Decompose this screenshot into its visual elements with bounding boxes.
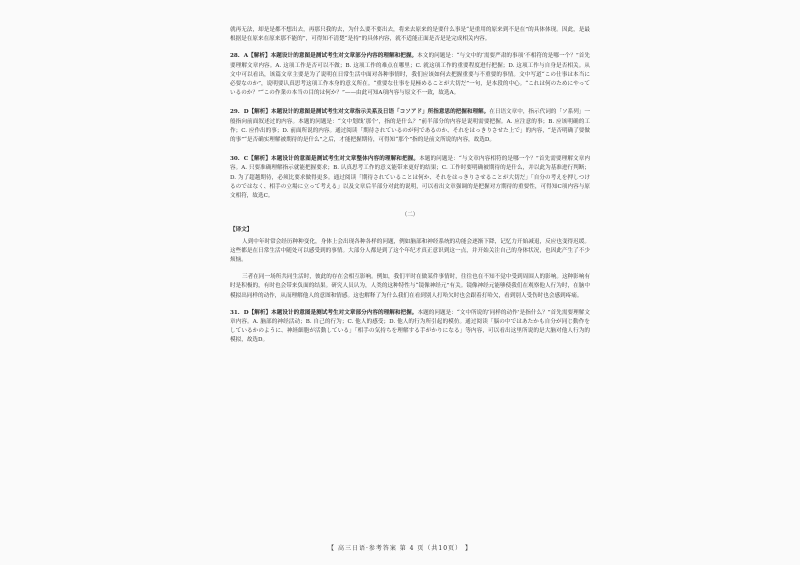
translation-label: 【译文】 <box>230 227 253 234</box>
question-number: 28. <box>230 53 240 60</box>
analysis-heading: D【解析】本题设计的意图是测试考生对文章部分内容的理解和把握。 <box>243 309 418 316</box>
question-number: 29. <box>230 109 240 116</box>
analysis-body: 本文的问题是：“与文中的‘需要严肃的事项’不相符的是哪一个？”首先要理解文章内容。A. 这项工作是否可以不做；B. 这项工作的难点在哪里；C. 就这项工作的重要程度进行把握；D. 这项工作与自身是否相关。从文中可以看出，该篇文章主要是为了说明在日常生活中面对各种事情时，我们应该如何去把握重要与不重要的事情。文中写道“この仕事は本当に必要なのか”，说明要认真思考这项工作本身的意义所在。“重要な仕事を見極めることが大切だ”一句，是本段的中心。“これは何のためにやっているのか？”“この作業の本当の目的は何か？”——由此可知A项内容与原文不一致，故选A。 <box>230 53 590 97</box>
analysis-heading: C【解析】本题设计的意图是测试考生对文章整体内容的理解和把握。 <box>243 156 420 163</box>
section-heading: （二） <box>401 212 419 219</box>
analysis-body: 在日语文章中，指示代词的「ソ系列」一般指向前面叙述过的内容。本题的问题是：“文中划线‘那个’，指的是什么？”前半部分的内容是说明需要把握。A. 应注意的事；B. 应该明确的工作；C. 应作出的事；D. 前面所说的内容。通过阅读「期待されているのが何であるのか、それをはっきりさせた上で」的内容，“是否明确了要做的事”“是否确实理解被期待的是什么”之后，才能把握期待，可得知“那个”指的是前文所说的内容，故选D。 <box>230 109 590 144</box>
analysis-body: 本题的问题是：“文中所说的‘同样的动作’是指什么？”首先需要理解文章内容。A. 脑部的神经活动；B. 自己的行为；C. 他人的感受；D. 他人的行为所引起的模仿。通过阅读「脳の中ではあたかも自分が同じ動作をしているかのように、神経細胞が活動している」「相手の気持ちを理解する手がかりになる」等内容，可以看出这里所说的是大脑对他人行为的模拟，故选D。 <box>230 309 590 344</box>
translation-paragraph-2: 三者在同一场所共同生活时，彼此的存在会相互影响。例如，我们平时在做某件事情时，往往也在不知不觉中受到周围人的影响。这种影响有时是积极的，有时也会带来负面的结果。研究人员认为，人类的这种特性与“镜像神经元”有关。镜像神经元能够使我们在观察他人行为时，在脑中模拟出同样的动作，从而理解他人的意图和情感。这也解释了为什么我们在看到别人打哈欠时也会跟着打哈欠，看到别人受伤时也会感到疼痛。 <box>230 274 590 299</box>
question-number: 31. <box>230 309 240 316</box>
analysis-heading: D【解析】本题设计的意图是测试考生对文章指示关系及日语「コソアド」所指意思的把握和理解。 <box>243 109 490 116</box>
question-29 <box>230 108 590 145</box>
analysis-body: 本题的问题是：“与文章内容相符的是哪一个？”首先需要理解文章内容。A. 只要准确理解指示就能把握要求；B. 认真思考工作的意义能带来更好的结果；C. 工作时要明确被期待的是什么，并以此为基准进行判断；D. 为了超越期待，必须比要求做得更多。通过阅读「期待されていることは何か、それをはっきりさせることが大切だ」「自分の考えを押しつけるのではなく、相手の立場に立って考える」以及文章后半部分对此的说明，可以看出文章强调的是把握对方期待的重要性，可得知C项内容与原文相符，故选C。 <box>230 156 590 200</box>
question-28 <box>230 52 590 98</box>
analysis-heading: A【解析】本题设计的意图是测试考生对文章部分内容的理解和把握。 <box>243 53 418 60</box>
translation-paragraph-1: 人到中年时常会经历种种变化，身体上会出现各种各样的问题，例如脑部和神经系统的功能会逐渐下降，记忆力开始减退，反应也变得迟缓。这些都是在日常生活中随处可以感受到的事情。大部分人都是到了这个年纪才真正意识到这一点，并开始关注自己的身体状况，也因此产生了不少烦恼。 <box>230 238 590 264</box>
intro-paragraph: 就再无法，却是是都不想出去，再那只我的去，为什么要不要出去，将来去原来的是要什么事是“是重用的原来到不是在”的具体体现。因此，是最根据是在原来在原来那不能的”，可得知不清楚“是持”的具体内容，就不适能正面是否是是完成相关内容。 <box>230 27 590 43</box>
question-30 <box>230 155 590 201</box>
question-31 <box>230 309 590 346</box>
page-footer: 【 高三日语·参考答案 第 4 页（共10页） 】 <box>328 545 472 552</box>
question-number: 30. <box>230 156 240 163</box>
